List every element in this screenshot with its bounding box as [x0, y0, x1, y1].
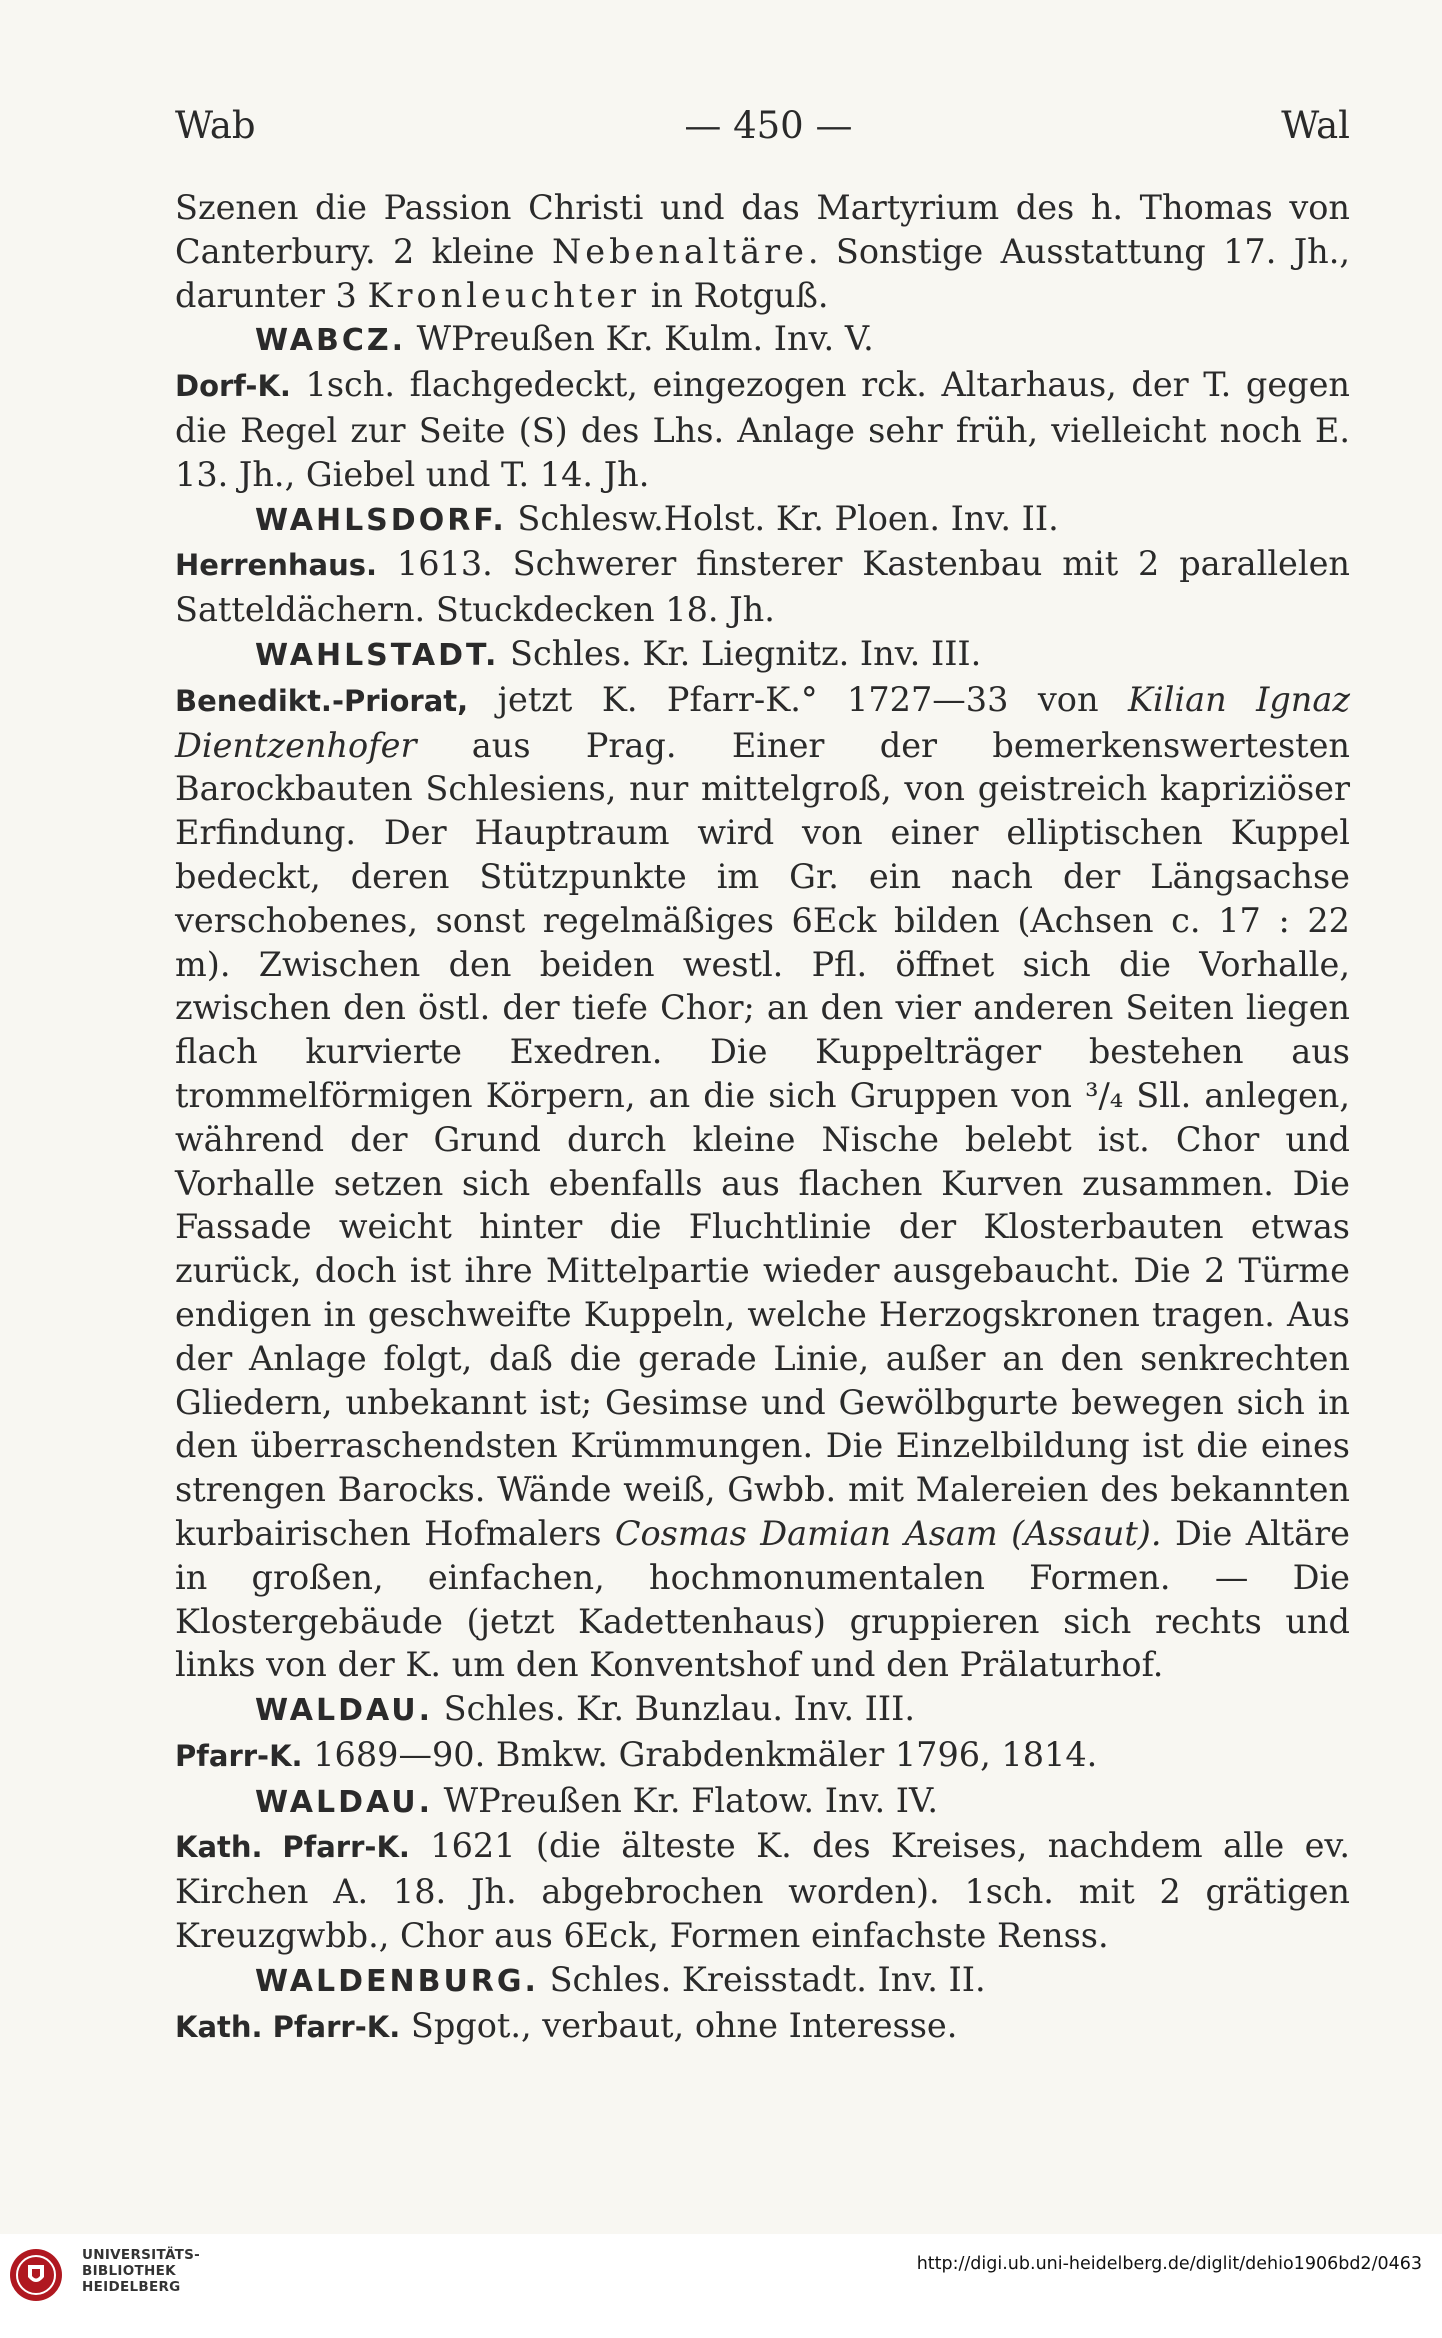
place-name: WAHLSDORF.: [255, 502, 507, 538]
building-label: Kath. Pfarr-K.: [175, 1830, 410, 1865]
place-name: WALDENBURG.: [255, 1963, 539, 1999]
library-logo-text: UNIVERSITÄTS- BIBLIOTHEK HEIDELBERG: [82, 2247, 201, 2295]
source-url-link[interactable]: http://digi.ub.uni-heidelberg.de/diglit/dehio1906bd2/0463: [916, 2254, 1422, 2274]
entry-body-waldau-wpreussen: Kath. Pfarr-K. 1621 (die älteste K. des Kreises, nachdem alle ev. Kirchen A. 18. Jh. abgebrochen worden). 1sch. mit 2 grätigen Kreuzgwbb., Chor aus 6Eck, Formen einfachste Renss.: [175, 1826, 1350, 1956]
text-body: [175, 186, 1350, 2049]
building-label: Kath. Pfarr-K.: [175, 2009, 401, 2044]
artist-name: Kilian Ignaz Dientzenhofer: [175, 679, 1350, 765]
continuation-paragraph: Szenen die Passion Christi und das Martyrium des h. Thomas von Canterbury. 2 kleine Nebenaltäre. Sonstige Ausstattung 17. Jh., darunter 3 Kronleuchter in Rotguß.: [175, 188, 1350, 315]
building-label: Pfarr-K.: [175, 1738, 303, 1773]
building-label: Dorf-K.: [175, 369, 291, 404]
spaced-term: Nebenaltäre: [551, 231, 808, 271]
entry-heading-wahlstadt: WAHLSTADT. Schles. Kr. Liegnitz. Inv. III.: [255, 633, 982, 673]
place-name: WABCZ.: [255, 323, 406, 359]
running-head-right: Wal: [1281, 103, 1350, 147]
entry-body-wahlsdorf: Herrenhaus. 1613. Schwerer finsterer Kastenbau mit 2 parallelen Satteldächern. Stuckdecken 18. Jh.: [175, 544, 1350, 630]
place-name: WALDAU.: [255, 1784, 434, 1820]
entry-heading-wabcz: WABCZ. WPreußen Kr. Kulm. Inv. V.: [255, 319, 874, 359]
running-head: [175, 100, 1350, 150]
place-name: WAHLSTADT.: [255, 637, 500, 673]
entry-heading-waldenburg: WALDENBURG. Schles. Kreisstadt. Inv. II.: [255, 1959, 986, 1999]
entry-body-wabcz: Dorf-K. 1sch. flachgedeckt, eingezogen rck. Altarhaus, der T. gegen die Regel zur Seite (S) des Lhs. Anlage sehr früh, vielleicht noch E. 13. Jh., Giebel und T. 14. Jh.: [175, 365, 1350, 494]
running-head-left: Wab: [175, 103, 256, 147]
building-label: Herrenhaus.: [175, 548, 377, 583]
page-number: — 450 —: [684, 103, 853, 147]
entry-body-waldau-schles: Pfarr-K. 1689—90. Bmkw. Grabdenkmäler 1796, 1814.: [175, 1734, 1098, 1774]
university-seal-icon: [8, 2247, 64, 2303]
place-name: WALDAU.: [255, 1693, 434, 1729]
entry-body-waldenburg: Kath. Pfarr-K. Spgot., verbaut, ohne Interesse.: [175, 2005, 958, 2045]
building-label: Benedikt.-Priorat,: [175, 683, 469, 718]
footer-bar: [0, 2234, 1442, 2338]
spaced-term: Kronleuchter: [367, 275, 641, 315]
entry-body-wahlstadt: Benedikt.-Priorat, jetzt K. Pfarr-K.° 1727—33 von Kilian Ignaz Dientzenhofer aus Prag. Einer der bemerkenswertesten Barockbauten Schlesiens, nur mittelgroß, von geistreich kapriziöser Erfindung. Der Hauptraum wird von einer elliptischen Kuppel bedeckt, deren Stützpunkte im Gr. ein nach der Längsachse verschobenes, sonst regelmäßiges 6Eck bilden (Achsen c. 17 : 22 m). Zwischen den beiden westl. Pfl. öffnet sich die Vorhalle, zwischen den östl. der tiefe Chor; an den vier anderen Seiten liegen flach kurvierte Exedren. Die Kuppelträger bestehen aus trommelförmigen Körpern, an die sich Gruppen von ³/₄ Sll. anlegen, während der Grund durch kleine Nische belebt ist. Chor und Vorhalle setzen sich ebenfalls aus flachen Kurven zusammen. Die Fassade weicht hinter die Fluchtlinie der Klosterbauten etwas zurück, doch ist ihre Mittelpartie wieder ausgebaucht. Die 2 Türme endigen in geschweifte Kuppeln, welche Herzogskronen tragen. Aus der Anlage folgt, daß die gerade Linie, außer an den senkrechten Gliedern, unbekannt ist; Gesimse und Gewölbgurte bewegen sich in den überraschendsten Krümmungen. Die Einzelbildung ist die eines strengen Barocks. Wände weiß, Gwbb. mit Malereien des bekannten kurbairischen Hofmalers Cosmas Damian Asam (Assaut). Die Altäre in großen, einfachen, hochmonumentalen Formen. — Die Klostergebäude (jetzt Kadettenhaus) gruppieren sich rechts und links von der K. um den Konventshof und den Prälaturhof.: [175, 679, 1350, 1685]
entry-heading-waldau-wpreussen: WALDAU. WPreußen Kr. Flatow. Inv. IV.: [255, 1780, 938, 1820]
entry-heading-wahlsdorf: WAHLSDORF. Schlesw.Holst. Kr. Ploen. Inv. II.: [255, 498, 1059, 538]
entry-heading-waldau-schles: WALDAU. Schles. Kr. Bunzlau. Inv. III.: [255, 1689, 916, 1729]
artist-name: Cosmas Damian Asam (Assaut).: [614, 1513, 1162, 1553]
